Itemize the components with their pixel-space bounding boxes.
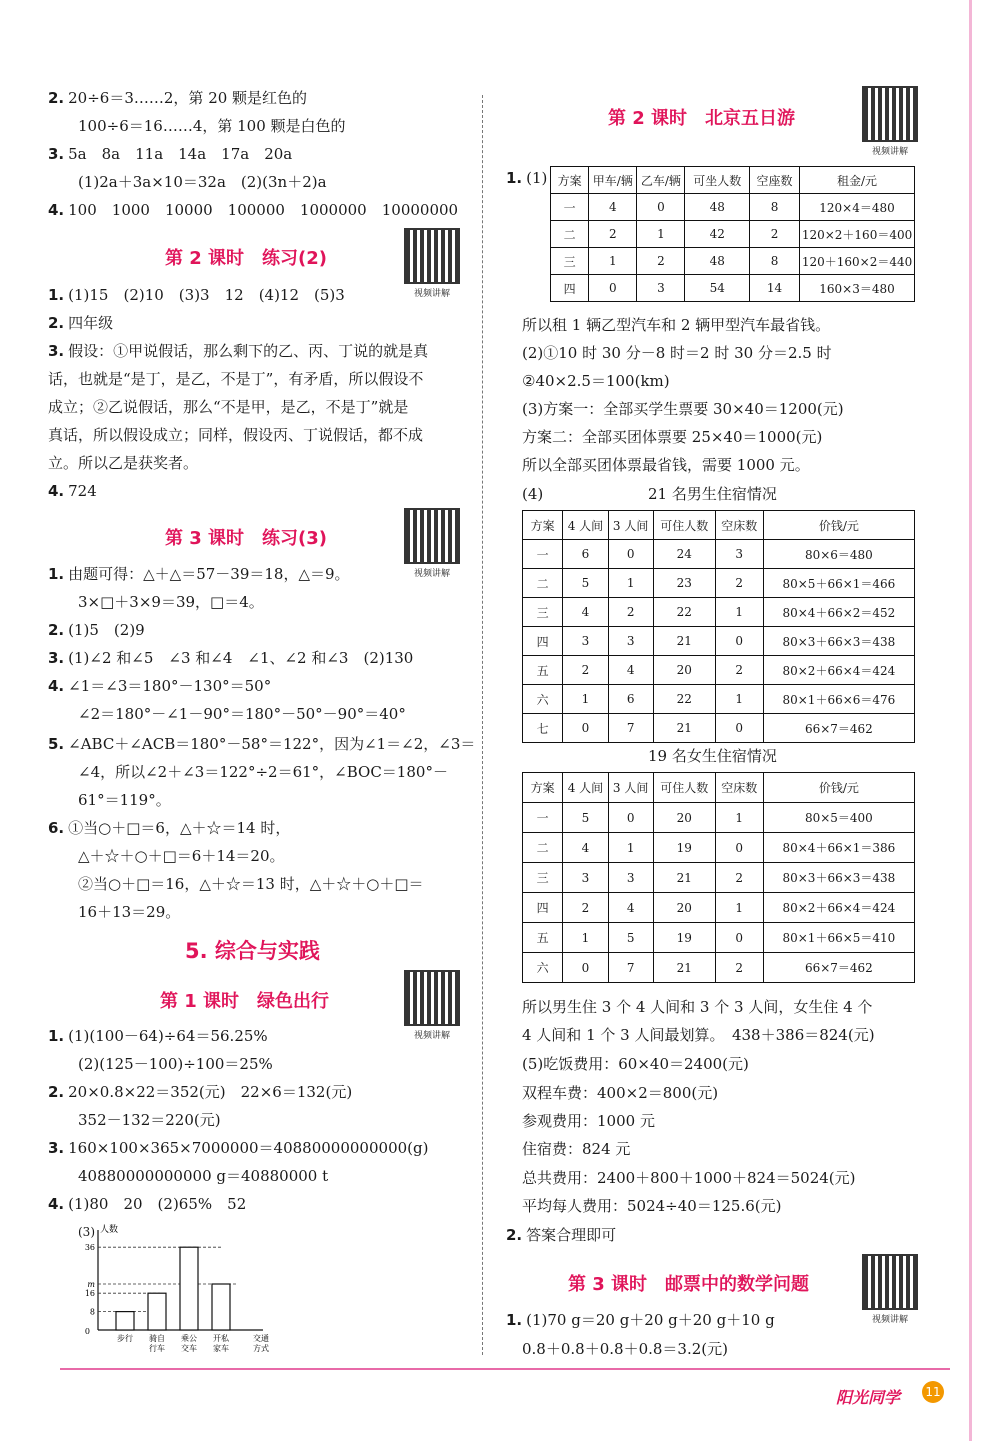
- y-tick-label: 8: [89, 1307, 95, 1317]
- bar: [148, 1293, 166, 1330]
- table-cell: 1: [608, 569, 653, 598]
- lesson-title-practice-2: 第 2 课时 练习(2): [165, 248, 328, 269]
- table-cell: 六: [523, 953, 563, 983]
- y-tick-label: 16: [84, 1289, 95, 1299]
- table-cell: 0: [563, 953, 608, 983]
- trip-text: 平均每人费用：5024÷40＝125.6(元): [522, 1197, 782, 1215]
- trip-text: 4 人间和 1 个 3 人间最划算。 438＋386＝824(元): [522, 1026, 875, 1044]
- green-answer-2-cont: 352－132＝220(元): [78, 1111, 221, 1129]
- table-header-cell: 3 人间: [608, 773, 653, 803]
- table-cell: 3: [608, 627, 653, 656]
- table-header-cell: 空床数: [715, 773, 763, 803]
- table-cell: 五: [523, 923, 563, 953]
- trip-text: ②40×2.5＝100(km): [522, 372, 670, 390]
- table-cell: 1: [715, 598, 763, 627]
- table-cell: 0: [715, 923, 763, 953]
- lesson-title-green-travel: 第 1 课时 绿色出行: [160, 991, 330, 1012]
- table-cell: 66×7＝462: [763, 953, 914, 983]
- lesson-title-stamps: 第 3 课时 邮票中的数学问题: [568, 1274, 810, 1295]
- table-cell: 19: [653, 923, 715, 953]
- table-cell: 21: [653, 863, 715, 893]
- table-cell: 0: [637, 194, 685, 221]
- answer-2: 2. 20÷6＝3……2，第 20 颗是红色的: [48, 89, 308, 107]
- table-cell: 20: [653, 656, 715, 685]
- table-cell: 1: [715, 685, 763, 714]
- practice2-answer-3-cont: 成立；②乙说假话，那么“不是甲，是乙，不是丁”就是: [48, 398, 409, 416]
- table-row: [523, 540, 915, 569]
- stamps-answer-1: 1. (1)70 g＝20 g＋20 g＋20 g＋10 g: [506, 1311, 775, 1329]
- table-cell: 54: [685, 275, 750, 302]
- table-cell: 1: [715, 893, 763, 923]
- table-cell: 6: [608, 685, 653, 714]
- bar: [180, 1247, 198, 1330]
- table-cell: 8: [750, 248, 800, 275]
- trip-text: 方案二：全部买团体票要 25×40＝1000(元): [522, 428, 823, 446]
- practice3-answer-3: 3. (1)∠2 和∠5 ∠3 和∠4 ∠1、∠2 和∠3 (2)130: [48, 649, 414, 667]
- x-tick-label: 乘公: [181, 1334, 197, 1343]
- table-cell: 0: [715, 627, 763, 656]
- brand-logo: 阳光同学: [836, 1388, 901, 1407]
- table-cell: 5: [563, 803, 608, 833]
- table-cell: 2: [750, 221, 800, 248]
- trip-text: 所以租 1 辆乙型汽车和 2 辆甲型汽车最省钱。: [522, 316, 831, 334]
- table-cell: 7: [608, 714, 653, 743]
- table-header-cell: 价钱/元: [763, 511, 914, 540]
- table-cell: 2: [608, 598, 653, 627]
- table-cell: 2: [589, 221, 637, 248]
- table-cell: 3: [608, 863, 653, 893]
- table-cell: 四: [523, 627, 563, 656]
- qr-code-icon[interactable]: 视频讲解: [862, 1254, 918, 1326]
- stamps-answer-1-cont: 0.8＋0.8＋0.8＋0.8＝3.2(元): [522, 1340, 728, 1358]
- table-cell: 0: [715, 833, 763, 863]
- green-answer-1-cont: (2)(125－100)÷100＝25%: [78, 1055, 273, 1073]
- table-header-cell: 4 人间: [563, 511, 608, 540]
- page-number: 11: [922, 1381, 944, 1403]
- trip-text: 总共费用：2400＋800＋1000＋824＝5024(元): [522, 1169, 856, 1187]
- girls-lodging-table: [522, 772, 915, 983]
- trip-text: 所以男生住 3 个 4 人间和 3 个 3 人间，女生住 4 个: [522, 998, 873, 1016]
- qr-code-icon[interactable]: 视频讲解: [404, 508, 460, 580]
- boys-table-title: 21 名男生住宿情况: [648, 485, 777, 503]
- table-cell: 120×4＝480: [800, 194, 915, 221]
- lesson-title-practice-3: 第 3 课时 练习(3): [165, 528, 328, 549]
- practice2-answer-3-cont: 话，也就是“是丁，是乙，不是丁”，有矛盾，所以假设不: [48, 370, 424, 388]
- practice3-answer-4-cont: ∠2＝180°－∠1－90°＝180°－50°－90°＝40°: [78, 705, 406, 723]
- table-cell: 8: [750, 194, 800, 221]
- table-cell: 80×6＝480: [763, 540, 914, 569]
- table-cell: 6: [563, 540, 608, 569]
- page-edge-stripe: [969, 0, 972, 1441]
- table-header-cell: 空座数: [750, 167, 800, 194]
- x-tick-label: 家车: [213, 1344, 229, 1353]
- table-row: [523, 833, 915, 863]
- table-row: [523, 893, 915, 923]
- table-header-cell: 空床数: [715, 511, 763, 540]
- girls-table-title: 19 名女生住宿情况: [648, 747, 777, 765]
- trip-text: (4): [522, 485, 544, 503]
- trip-text: 双程车费：400×2＝800(元): [522, 1084, 719, 1102]
- table-cell: 一: [523, 803, 563, 833]
- table-cell: 22: [653, 598, 715, 627]
- table-cell: 120×2＋160＝400: [800, 221, 915, 248]
- table-row: [523, 598, 915, 627]
- y-tick-label: 36: [84, 1243, 95, 1253]
- practice3-answer-6-cont: △＋☆＋○＋□＝6＋14＝20。: [78, 847, 285, 865]
- table-cell: 七: [523, 714, 563, 743]
- table-cell: 4: [608, 893, 653, 923]
- practice3-answer-2: 2. (1)5 (2)9: [48, 621, 145, 639]
- table-cell: 5: [563, 569, 608, 598]
- table-row: [551, 221, 915, 248]
- table-cell: 20: [653, 893, 715, 923]
- table-cell: 1: [563, 923, 608, 953]
- table-row: [551, 194, 915, 221]
- table-row: [551, 248, 915, 275]
- table-header-cell: 甲车/辆: [589, 167, 637, 194]
- table-cell: 42: [685, 221, 750, 248]
- table-row: [523, 685, 915, 714]
- trip-text: 所以全部买团体票最省钱，需要 1000 元。: [522, 456, 810, 474]
- table-cell: 3: [637, 275, 685, 302]
- table-cell: 48: [685, 248, 750, 275]
- table-cell: 21: [653, 714, 715, 743]
- table-cell: 80×4＋66×2＝452: [763, 598, 914, 627]
- x-tick-label: 开私: [213, 1334, 229, 1343]
- trip-text: (5)吃饭费用：60×40＝2400(元): [522, 1055, 749, 1073]
- practice2-answer-1: 1. (1)15 (2)10 (3)3 12 (4)12 (5)3: [48, 286, 345, 304]
- qr-code-icon[interactable]: 视频讲解: [404, 228, 460, 300]
- practice3-answer-5: 5. ∠ABC＋∠ACB＝180°－58°＝122°，因为∠1＝∠2，∠3＝: [48, 735, 476, 753]
- table-cell: 80×1＋66×6＝476: [763, 685, 914, 714]
- green-answer-1: 1. (1)(100－64)÷64＝56.25%: [48, 1027, 268, 1045]
- origin-label: 0: [84, 1327, 90, 1336]
- table-header-cell: 可坐人数: [685, 167, 750, 194]
- x-tick-label: 步行: [117, 1334, 133, 1343]
- table-cell: 120＋160×2＝440: [800, 248, 915, 275]
- bar-chart: [68, 1220, 288, 1366]
- trip-text: (2)①10 时 30 分－8 时＝2 时 30 分＝2.5 时: [522, 344, 832, 362]
- table-cell: 1: [563, 685, 608, 714]
- table-cell: 1: [589, 248, 637, 275]
- boys-lodging-table: [522, 510, 915, 743]
- table-cell: 4: [608, 656, 653, 685]
- practice3-answer-1-cont: 3×□＋3×9＝39，□＝4。: [78, 593, 264, 611]
- qr-code-icon[interactable]: 视频讲解: [862, 86, 918, 158]
- table-cell: 一: [551, 194, 589, 221]
- table-header-cell: 方案: [523, 511, 563, 540]
- table-cell: 2: [715, 953, 763, 983]
- trip-text: 参观费用：1000 元: [522, 1112, 655, 1130]
- trip-answer-1: 1. (1): [506, 169, 548, 187]
- table-cell: 2: [563, 656, 608, 685]
- table-cell: 80×3＋66×3＝438: [763, 863, 914, 893]
- table-cell: 4: [563, 598, 608, 627]
- table-cell: 80×4＋66×1＝386: [763, 833, 914, 863]
- table-cell: 4: [589, 194, 637, 221]
- table-cell: 六: [523, 685, 563, 714]
- table-cell: 三: [523, 598, 563, 627]
- x-tick-label: 行车: [149, 1344, 165, 1353]
- table-row: [523, 569, 915, 598]
- table-cell: 80×2＋66×4＝424: [763, 893, 914, 923]
- table-cell: 80×5＝400: [763, 803, 914, 833]
- table-row: [523, 953, 915, 983]
- table-cell: 0: [589, 275, 637, 302]
- table-cell: 二: [551, 221, 589, 248]
- car-rental-table: [550, 166, 915, 302]
- table-cell: 80×5＋66×1＝466: [763, 569, 914, 598]
- table-cell: 四: [523, 893, 563, 923]
- table-cell: 2: [715, 569, 763, 598]
- practice3-answer-5-cont: ∠4，所以∠2＋∠3＝122°÷2＝61°，∠BOC＝180°－: [78, 763, 448, 781]
- column-divider: [482, 95, 483, 1355]
- table-cell: 四: [551, 275, 589, 302]
- table-cell: 48: [685, 194, 750, 221]
- green-answer-2: 2. 20×0.8×22＝352(元) 22×6＝132(元): [48, 1083, 353, 1101]
- table-cell: 一: [523, 540, 563, 569]
- answer-3: 3. 5a 8a 11a 14a 17a 20a: [48, 145, 293, 163]
- table-row: [523, 863, 915, 893]
- practice3-answer-4: 4. ∠1＝∠3＝180°－130°＝50°: [48, 677, 272, 695]
- table-row: [523, 627, 915, 656]
- trip-text: (3)方案一：全部买学生票要 30×40＝1200(元): [522, 400, 844, 418]
- table-header-cell: 价钱/元: [763, 773, 914, 803]
- trip-answer-2: 2. 答案合理即可: [506, 1226, 617, 1244]
- table-header-cell: 4 人间: [563, 773, 608, 803]
- table-cell: 4: [563, 833, 608, 863]
- table-cell: 1: [608, 833, 653, 863]
- table-header-cell: 可住人数: [653, 773, 715, 803]
- answer-2-cont: 100÷6＝16……4，第 100 颗是白色的: [78, 117, 346, 135]
- table-cell: 3: [563, 863, 608, 893]
- table-cell: 0: [608, 803, 653, 833]
- table-header-cell: 3 人间: [608, 511, 653, 540]
- practice3-answer-5-cont: 61°＝119°。: [78, 791, 171, 809]
- practice2-answer-3: 3. 假设：①甲说假话，那么剩下的乙、丙、丁说的就是真: [48, 342, 429, 360]
- table-cell: 19: [653, 833, 715, 863]
- x-tick-label: 骑自: [149, 1334, 165, 1343]
- table-row: [551, 275, 915, 302]
- answer-4: 4. 100 1000 10000 100000 1000000 10000000: [48, 201, 459, 219]
- unit-title: 5. 综合与实践: [185, 939, 320, 963]
- table-cell: 2: [715, 656, 763, 685]
- x-tick-label: 交车: [181, 1344, 197, 1353]
- table-header-cell: 乙车/辆: [637, 167, 685, 194]
- answer-3-cont: (1)2a＋3a×10＝32a (2)(3n＋2)a: [78, 173, 327, 191]
- green-answer-3-cont: 40880000000000 g＝40880000 t: [78, 1167, 329, 1185]
- table-cell: 3: [563, 627, 608, 656]
- x-axis-label: 交通: [253, 1334, 269, 1343]
- lesson-title-beijing-trip: 第 2 课时 北京五日游: [608, 108, 796, 129]
- table-cell: 五: [523, 656, 563, 685]
- footer-rule: [60, 1368, 950, 1370]
- table-row: [523, 714, 915, 743]
- table-header-cell: 方案: [551, 167, 589, 194]
- practice3-answer-6-cont: ②当○＋□＝16，△＋☆＝13 时，△＋☆＋○＋□＝: [78, 875, 424, 893]
- table-cell: 三: [523, 863, 563, 893]
- table-header-cell: 租金/元: [800, 167, 915, 194]
- table-cell: 二: [523, 569, 563, 598]
- table-cell: 1: [715, 803, 763, 833]
- table-cell: 2: [637, 248, 685, 275]
- table-row: [523, 923, 915, 953]
- bar: [212, 1284, 230, 1330]
- practice2-answer-3-cont: 真话，所以假设成立；同样，假设丙、丁说假话，都不成: [48, 426, 424, 444]
- table-cell: 二: [523, 833, 563, 863]
- table-cell: 22: [653, 685, 715, 714]
- table-cell: 14: [750, 275, 800, 302]
- qr-code-icon[interactable]: 视频讲解: [404, 970, 460, 1042]
- practice3-answer-1: 1. 由题可得：△＋△＝57－39＝18，△＝9。: [48, 565, 350, 583]
- table-cell: 1: [637, 221, 685, 248]
- table-cell: 20: [653, 803, 715, 833]
- table-cell: 0: [608, 540, 653, 569]
- table-cell: 2: [715, 863, 763, 893]
- table-cell: 7: [608, 953, 653, 983]
- table-cell: 80×1＋66×5＝410: [763, 923, 914, 953]
- table-cell: 0: [563, 714, 608, 743]
- trip-text: 住宿费：824 元: [522, 1140, 631, 1158]
- practice2-answer-4: 4. 724: [48, 482, 97, 500]
- y-tick-label: m: [87, 1280, 95, 1289]
- table-header-cell: 可住人数: [653, 511, 715, 540]
- table-cell: 160×3＝480: [800, 275, 915, 302]
- table-header-cell: 方案: [523, 773, 563, 803]
- practice2-answer-2: 2. 四年级: [48, 314, 114, 332]
- practice3-answer-6-cont: 16＋13＝29。: [78, 903, 181, 921]
- table-cell: 24: [653, 540, 715, 569]
- table-cell: 0: [715, 714, 763, 743]
- bar: [116, 1312, 134, 1330]
- green-answer-3: 3. 160×100×365×7000000＝40880000000000(g): [48, 1139, 429, 1157]
- practice3-answer-6: 6. ①当○＋□＝6，△＋☆＝14 时，: [48, 819, 291, 837]
- table-cell: 三: [551, 248, 589, 275]
- table-row: [523, 803, 915, 833]
- table-row: [523, 656, 915, 685]
- green-answer-4: 4. (1)80 20 (2)65% 52: [48, 1195, 247, 1213]
- table-cell: 21: [653, 953, 715, 983]
- table-cell: 2: [563, 893, 608, 923]
- table-cell: 23: [653, 569, 715, 598]
- practice2-answer-3-cont: 立。所以乙是获奖者。: [48, 454, 199, 472]
- table-cell: 3: [715, 540, 763, 569]
- table-cell: 80×2＋66×4＝424: [763, 656, 914, 685]
- table-cell: 21: [653, 627, 715, 656]
- table-cell: 80×3＋66×3＝438: [763, 627, 914, 656]
- y-axis-label: 人数: [100, 1225, 119, 1235]
- table-cell: 5: [608, 923, 653, 953]
- chart-part-label: (3): [78, 1225, 95, 1239]
- x-axis-label: 方式: [253, 1344, 269, 1353]
- table-cell: 66×7＝462: [763, 714, 914, 743]
